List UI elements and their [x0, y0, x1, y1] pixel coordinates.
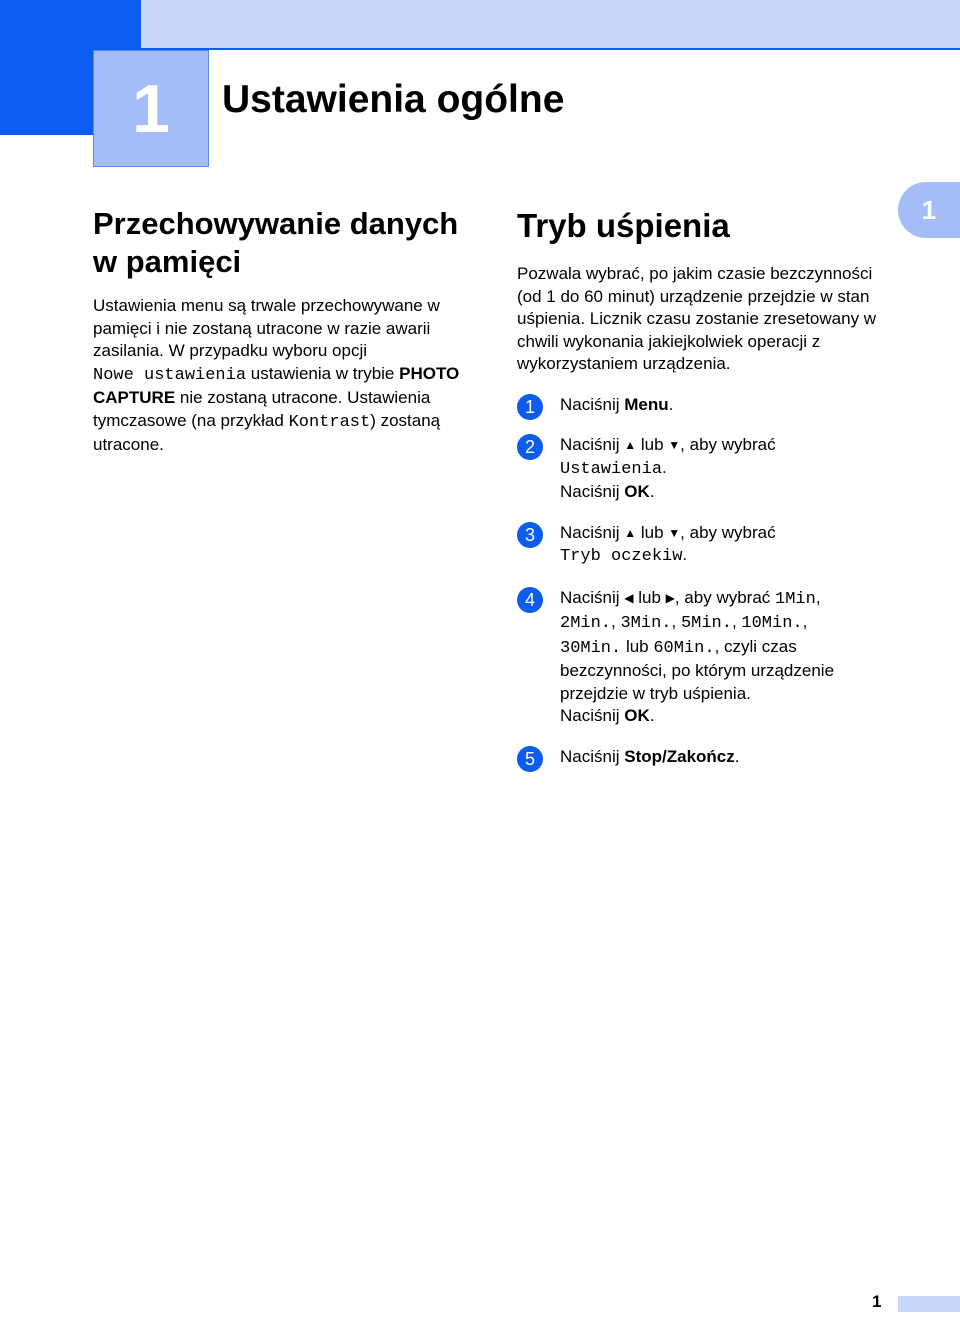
- time-option: 3Min.: [620, 614, 672, 633]
- option-code: Nowe ustawienia: [93, 365, 247, 385]
- step-number-badge: 1: [517, 394, 543, 420]
- step-text: ,: [815, 587, 821, 607]
- step-2: [517, 434, 897, 504]
- step-text: ,: [731, 612, 742, 631]
- time-option: 10Min.: [741, 614, 803, 633]
- arrow-right-icon: ▶: [665, 590, 675, 605]
- arrow-up-icon: ▲: [624, 438, 637, 452]
- step-text: lub: [633, 587, 666, 607]
- step-text: .: [734, 746, 740, 766]
- step-text: Naciśnij: [560, 522, 625, 542]
- step-text: .: [649, 482, 655, 501]
- menu-option-code: Tryb oczekiw: [560, 547, 683, 566]
- time-option: 2Min.: [560, 614, 612, 633]
- step-5: [517, 746, 897, 769]
- key-stop: Stop/Zakończ: [624, 746, 735, 766]
- text-run: ) zostaną utracone.: [93, 410, 441, 454]
- arrow-down-icon: ▼: [668, 525, 681, 540]
- step-number-badge: 3: [517, 522, 543, 548]
- key-ok: OK: [624, 706, 650, 725]
- step-text: Naciśnij: [560, 746, 625, 766]
- chapter-title: Ustawienia ogólne: [222, 78, 565, 121]
- header-band: [141, 0, 960, 48]
- arrow-left-icon: ◀: [624, 590, 634, 605]
- sleep-mode-title: Tryb uśpienia: [517, 207, 730, 244]
- step-text: .: [662, 457, 667, 477]
- step-text: lub: [636, 522, 669, 542]
- step-text: Naciśnij: [560, 706, 625, 725]
- option-code: Kontrast: [288, 412, 371, 432]
- step-text: ,: [611, 612, 621, 631]
- chapter-number: 1: [93, 50, 209, 167]
- step-text: lub: [621, 636, 654, 656]
- sleep-mode-section: [517, 205, 897, 786]
- key-menu: Menu: [624, 394, 669, 414]
- time-option: 5Min.: [680, 614, 732, 633]
- step-4: [517, 587, 897, 728]
- memory-storage-title: Przechowywanie danych w pamięci: [93, 206, 459, 279]
- step-text: Naciśnij: [560, 482, 625, 501]
- footer-bar: [898, 1296, 960, 1312]
- step-number-badge: 5: [517, 746, 543, 772]
- arrow-up-icon: ▲: [624, 525, 637, 540]
- arrow-down-icon: ▼: [668, 438, 681, 452]
- step-text: Naciśnij: [560, 587, 625, 607]
- page-number: 1: [872, 1292, 882, 1311]
- text-run: Ustawienia menu są trwale przechowywane w pamięci i nie zostaną utracone w razie awarii zasilania. W przypadku wyboru opcji: [93, 296, 440, 360]
- time-option: 60Min.: [653, 638, 715, 658]
- time-option: 30Min.: [560, 638, 622, 658]
- key-ok: OK: [624, 482, 650, 501]
- step-text: .: [668, 394, 674, 414]
- step-text: , aby wybrać: [680, 522, 776, 542]
- sleep-mode-intro: Pozwala wybrać, po jakim czasie bezczynności (od 1 do 60 minut) urządzenie przejdzie w stan uśpienia. Licznik czasu zostanie zresetowany w chwili wykonania jakiejkolwiek operacji z wykorzystaniem urządzenia.: [517, 264, 877, 373]
- memory-storage-text: [93, 295, 473, 457]
- step-text: Naciśnij: [560, 394, 625, 414]
- step-text: , czyli czas bezczynności, po którym urządzenie przejdzie w tryb uśpienia.: [560, 636, 835, 703]
- step-1: [517, 394, 897, 417]
- time-option: 1Min: [775, 589, 816, 609]
- step-list: [517, 394, 897, 769]
- step-text: , aby wybrać: [680, 435, 776, 454]
- step-text: ,: [671, 612, 681, 631]
- header-band-line: [141, 48, 960, 50]
- step-text: , aby wybrać: [674, 587, 776, 607]
- step-text: .: [649, 706, 655, 725]
- step-text: lub: [636, 435, 669, 454]
- step-number-badge: 4: [517, 587, 543, 613]
- step-text: ,: [802, 612, 808, 631]
- step-text: Naciśnij: [560, 435, 625, 454]
- mode-name: PHOTO CAPTURE: [93, 363, 460, 407]
- step-text: .: [682, 545, 688, 564]
- text-run: ustawienia w trybie: [246, 363, 400, 383]
- step-3: [517, 522, 897, 569]
- menu-option-code: Ustawienia: [560, 459, 663, 479]
- chapter-side-tab: 1: [898, 182, 960, 238]
- text-run: nie zostaną utracone. Ustawienia tymczasowe (na przykład: [93, 388, 431, 430]
- step-number-badge: 2: [517, 434, 543, 460]
- memory-storage-section: [93, 205, 473, 457]
